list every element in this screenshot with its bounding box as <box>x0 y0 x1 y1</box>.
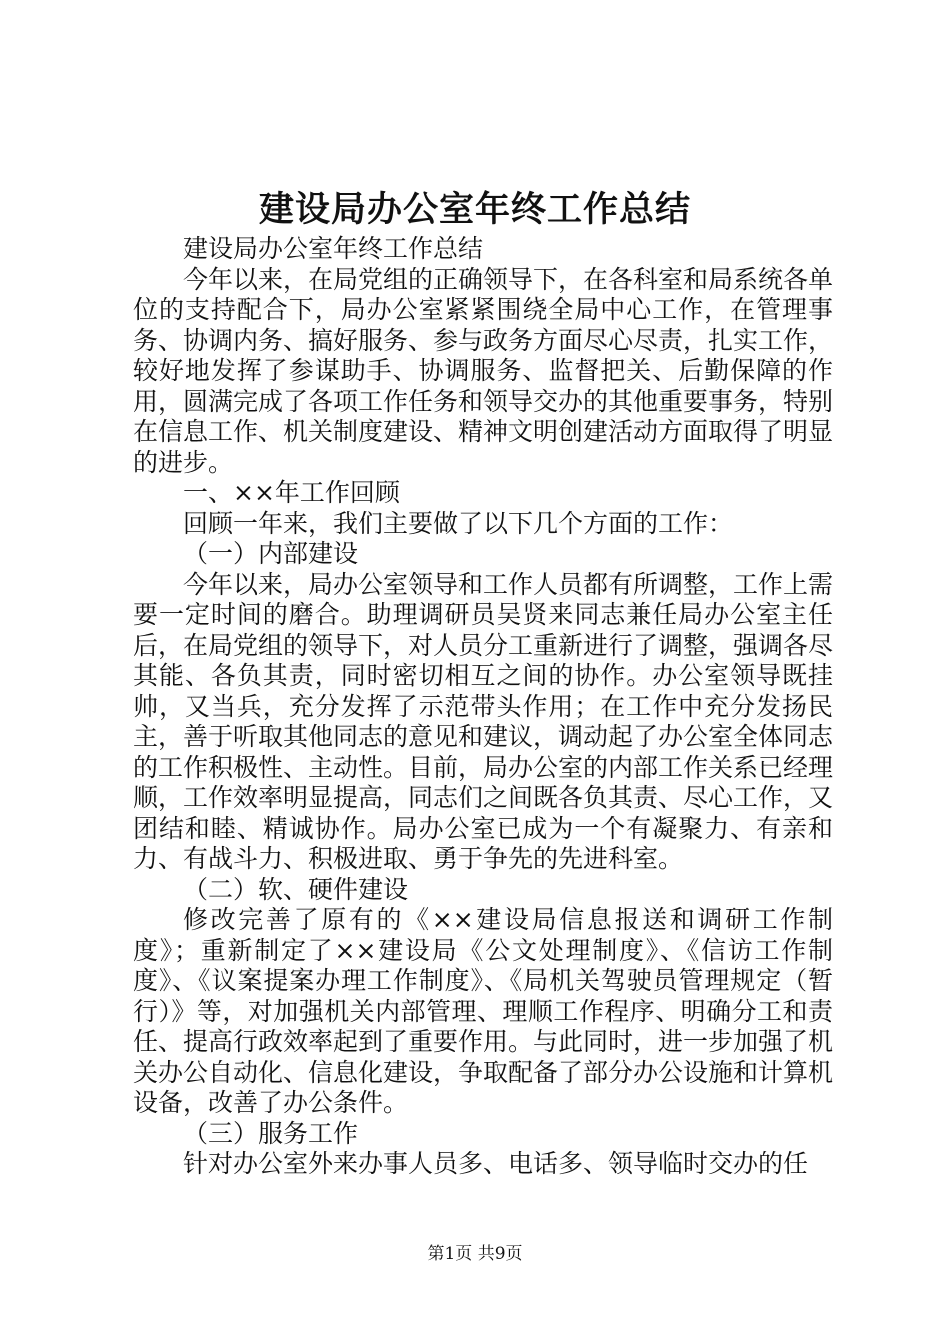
document-title: 建设局办公室年终工作总结 <box>258 189 691 230</box>
subsection-heading-internal: （一）内部建设 <box>183 539 359 568</box>
subsection-heading-service: （三）服务工作 <box>183 1118 359 1148</box>
body-paragraph-intro: 今年以来，在局党组的正确领导下，在各科室和局系统各单位的支持配合下，局办公室紧紧围绕全局中心工作，在管理事务、协调内务、搞好服务、参与政务方面尽心尽责，扎实工作，较好地发挥了参谋助手、协调服务、监督把关、后勤保障的作用，圆满完成了各项工作任务和领导交办的其他重要事务，特别在信息工作、机关制度建设、精神文明创建活动方面取得了明显的进步。 <box>133 264 834 477</box>
section-heading-review: 一、××年工作回顾 <box>183 478 400 507</box>
page-footer: 第1页 共9页 <box>427 1244 523 1264</box>
body-paragraph-infrastructure: 修改完善了原有的《××建设局信息报送和调研工作制度》；重新制定了××建设局《公文处理制度》、《信访工作制度》、《议案提案办理工作制度》、《局机关驾驶员管理规定（暂行）》等，对加强机关内部管理、理顺工作程序、明确分工和责任、提高行政效率起到了重要作用。与此同时，进一步加强了机关办公自动化、信息化建设，争取配备了部分办公设施和计算机设备，改善了办公条件。 <box>133 905 834 1117</box>
body-paragraph-service: 针对办公室外来办事人员多、电话多、领导临时交办的任 <box>183 1149 809 1178</box>
subsection-heading-infrastructure: （二）软、硬件建设 <box>183 874 409 904</box>
document-body <box>133 234 833 1180</box>
body-paragraph-internal: 今年以来，局办公室领导和工作人员都有所调整，工作上需要一定时间的磨合。助理调研员吴贤来同志兼任局办公室主任后，在局党组的领导下，对人员分工重新进行了调整，强调各尽其能、各负其责，同时密切相互之间的协作。办公室领导既挂帅，又当兵，充分发挥了示范带头作用；在工作中充分发扬民主，善于听取其他同志的意见和建议，调动起了办公室全体同志的工作积极性、主动性。目前，局办公室的内部工作关系已经理顺，工作效率明显提高，同志们之间既各负其责、尽心工作，又团结和睦、精诚协作。局办公室已成为一个有凝聚力、有亲和力、有战斗力、积极进取、勇于争先的先进科室。 <box>133 569 834 873</box>
body-paragraph-review-intro: 回顾一年来，我们主要做了以下几个方面的工作： <box>183 508 734 538</box>
body-paragraph-heading: 建设局办公室年终工作总结 <box>183 234 484 263</box>
